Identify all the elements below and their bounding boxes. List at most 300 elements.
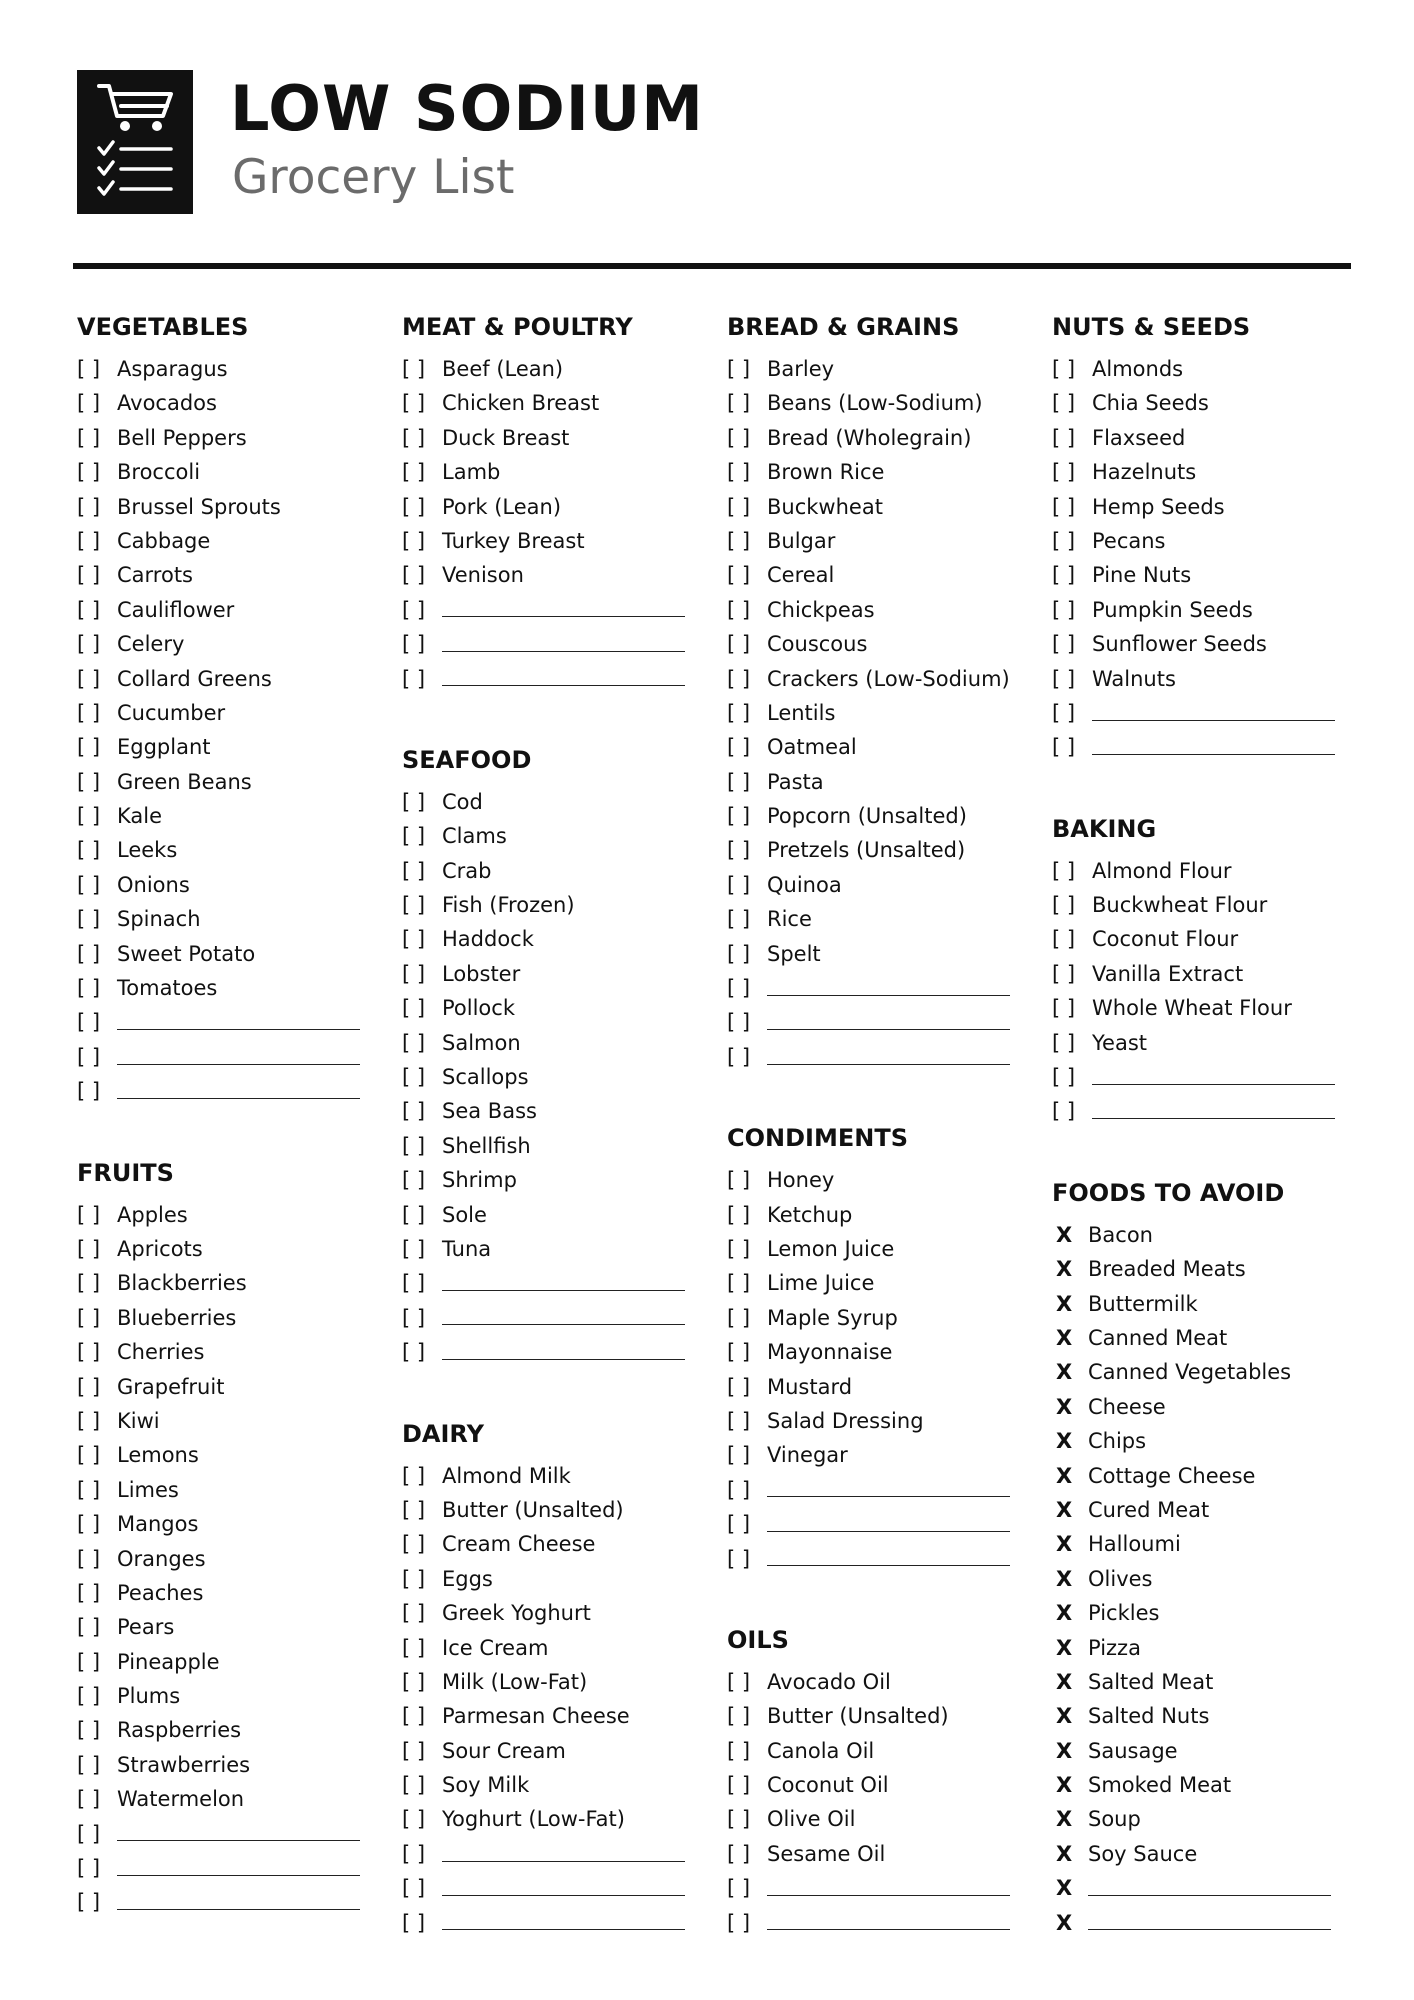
list-item-plums[interactable] [77, 1679, 387, 1713]
checkbox[interactable]: [ ] [77, 1649, 101, 1674]
list-item-pollock[interactable] [402, 991, 712, 1025]
blank-write-in-line[interactable] [767, 1064, 1010, 1065]
list-item-shrimp[interactable] [402, 1163, 712, 1197]
list-item-oranges[interactable] [77, 1542, 387, 1576]
checkbox[interactable]: [ ] [727, 907, 751, 932]
blank-list-item[interactable] [402, 1335, 712, 1369]
list-item-blueberries[interactable] [77, 1301, 387, 1335]
list-item-fish-frozen[interactable] [402, 888, 712, 922]
checkbox[interactable]: [ ] [1052, 1099, 1076, 1124]
list-item-honey[interactable] [727, 1163, 1037, 1197]
list-item-venison[interactable] [402, 558, 712, 592]
checkbox[interactable]: [ ] [402, 1497, 426, 1522]
list-item-blackberries[interactable] [77, 1266, 387, 1300]
list-item-eggs[interactable] [402, 1562, 712, 1596]
checkbox[interactable]: [ ] [77, 1271, 101, 1296]
checkbox[interactable]: [ ] [727, 528, 751, 553]
checkbox[interactable]: [ ] [727, 872, 751, 897]
checkbox[interactable]: [ ] [77, 666, 101, 691]
checkbox[interactable]: [ ] [727, 1408, 751, 1433]
list-item-cured-meat[interactable] [1052, 1493, 1362, 1527]
checkbox[interactable]: [ ] [727, 1773, 751, 1798]
checkbox[interactable]: [ ] [727, 1340, 751, 1365]
checkbox[interactable]: [ ] [727, 1202, 751, 1227]
blank-write-in-line[interactable] [767, 1895, 1010, 1896]
list-item-strawberries[interactable] [77, 1748, 387, 1782]
list-item-lentils[interactable] [727, 696, 1037, 730]
checkbox[interactable]: [ ] [402, 1305, 426, 1330]
checkbox[interactable]: [ ] [727, 1374, 751, 1399]
list-item-buckwheat[interactable] [727, 490, 1037, 524]
checkbox[interactable]: [ ] [402, 1271, 426, 1296]
list-item-canola-oil[interactable] [727, 1734, 1037, 1768]
list-item-spinach[interactable] [77, 902, 387, 936]
blank-list-item[interactable] [727, 971, 1037, 1005]
blank-write-in-line[interactable] [442, 1929, 685, 1930]
checkbox[interactable]: [ ] [77, 1821, 101, 1846]
checkbox[interactable]: [ ] [402, 927, 426, 952]
list-item-couscous[interactable] [727, 627, 1037, 661]
checkbox[interactable]: [ ] [1052, 1065, 1076, 1090]
checkbox[interactable]: [ ] [77, 1856, 101, 1881]
list-item-lamb[interactable] [402, 455, 712, 489]
list-item-pine-nuts[interactable] [1052, 558, 1362, 592]
checkbox[interactable]: [ ] [727, 1704, 751, 1729]
list-item-kiwi[interactable] [77, 1404, 387, 1438]
checkbox[interactable]: [ ] [77, 907, 101, 932]
list-item-brussel-sprouts[interactable] [77, 490, 387, 524]
blank-list-item[interactable] [1052, 1871, 1362, 1905]
checkbox[interactable]: [ ] [402, 460, 426, 485]
checkbox[interactable]: [ ] [727, 666, 751, 691]
checkbox[interactable]: [ ] [402, 1669, 426, 1694]
blank-list-item[interactable] [77, 1074, 387, 1108]
list-item-cheese[interactable] [1052, 1390, 1362, 1424]
checkbox[interactable]: [ ] [402, 789, 426, 814]
blank-list-item[interactable] [1052, 1906, 1362, 1940]
checkbox[interactable]: [ ] [727, 700, 751, 725]
checkbox[interactable]: [ ] [402, 1202, 426, 1227]
blank-list-item[interactable] [402, 1906, 712, 1940]
checkbox[interactable]: [ ] [77, 1580, 101, 1605]
checkbox[interactable]: [ ] [402, 961, 426, 986]
list-item-raspberries[interactable] [77, 1713, 387, 1747]
checkbox[interactable]: [ ] [77, 1079, 101, 1104]
blank-write-in-line[interactable] [1088, 1895, 1331, 1896]
checkbox[interactable]: [ ] [402, 528, 426, 553]
checkbox[interactable]: [ ] [77, 1374, 101, 1399]
checkbox[interactable]: [ ] [727, 1443, 751, 1468]
blank-write-in-line[interactable] [442, 685, 685, 686]
blank-write-in-line[interactable] [767, 1565, 1010, 1566]
checkbox[interactable]: [ ] [402, 1738, 426, 1763]
list-item-lime-juice[interactable] [727, 1266, 1037, 1300]
checkbox[interactable]: [ ] [727, 1236, 751, 1261]
checkbox[interactable]: [ ] [727, 769, 751, 794]
checkbox[interactable]: [ ] [77, 976, 101, 1001]
blank-list-item[interactable] [1052, 1060, 1362, 1094]
checkbox[interactable]: [ ] [402, 1704, 426, 1729]
checkbox[interactable]: [ ] [727, 494, 751, 519]
checkbox[interactable]: [ ] [77, 528, 101, 553]
list-item-kale[interactable] [77, 799, 387, 833]
list-item-vinegar[interactable] [727, 1438, 1037, 1472]
list-item-leeks[interactable] [77, 833, 387, 867]
list-item-olive-oil[interactable] [727, 1802, 1037, 1836]
checkbox[interactable]: [ ] [727, 1910, 751, 1935]
list-item-tomatoes[interactable] [77, 971, 387, 1005]
checkbox[interactable]: [ ] [77, 1718, 101, 1743]
list-item-haddock[interactable] [402, 922, 712, 956]
list-item-pasta[interactable] [727, 765, 1037, 799]
blank-write-in-line[interactable] [117, 1098, 360, 1099]
list-item-mustard[interactable] [727, 1370, 1037, 1404]
checkbox[interactable]: [ ] [77, 804, 101, 829]
checkbox[interactable]: [ ] [1052, 666, 1076, 691]
list-item-lemon-juice[interactable] [727, 1232, 1037, 1266]
checkbox[interactable]: [ ] [77, 632, 101, 657]
checkbox[interactable]: [ ] [727, 563, 751, 588]
list-item-coconut-oil[interactable] [727, 1768, 1037, 1802]
checkbox[interactable]: [ ] [77, 735, 101, 760]
list-item-halloumi[interactable] [1052, 1527, 1362, 1561]
blank-list-item[interactable] [402, 1837, 712, 1871]
list-item-apples[interactable] [77, 1198, 387, 1232]
list-item-limes[interactable] [77, 1473, 387, 1507]
checkbox[interactable]: [ ] [727, 1512, 751, 1537]
checkbox[interactable]: [ ] [77, 1408, 101, 1433]
list-item-vanilla-extract[interactable] [1052, 957, 1362, 991]
checkbox[interactable]: [ ] [402, 824, 426, 849]
blank-list-item[interactable] [77, 1040, 387, 1074]
list-item-grapefruit[interactable] [77, 1370, 387, 1404]
list-item-sole[interactable] [402, 1198, 712, 1232]
blank-list-item[interactable] [727, 1005, 1037, 1039]
list-item-cream-cheese[interactable] [402, 1527, 712, 1561]
list-item-salted-nuts[interactable] [1052, 1699, 1362, 1733]
list-item-crackers-low-sodium[interactable] [727, 662, 1037, 696]
checkbox[interactable]: [ ] [402, 632, 426, 657]
list-item-rice[interactable] [727, 902, 1037, 936]
blank-list-item[interactable] [77, 1885, 387, 1919]
list-item-asparagus[interactable] [77, 352, 387, 386]
checkbox[interactable]: [ ] [727, 425, 751, 450]
list-item-yoghurt-low-fat[interactable] [402, 1802, 712, 1836]
list-item-broccoli[interactable] [77, 455, 387, 489]
checkbox[interactable]: [ ] [77, 1340, 101, 1365]
list-item-carrots[interactable] [77, 558, 387, 592]
blank-write-in-line[interactable] [442, 1359, 685, 1360]
checkbox[interactable]: [ ] [402, 996, 426, 1021]
list-item-green-beans[interactable] [77, 765, 387, 799]
list-item-soup[interactable] [1052, 1802, 1362, 1836]
list-item-almond-milk[interactable] [402, 1459, 712, 1493]
blank-list-item[interactable] [727, 1473, 1037, 1507]
blank-list-item[interactable] [77, 1005, 387, 1039]
checkbox[interactable]: [ ] [727, 838, 751, 863]
blank-list-item[interactable] [727, 1906, 1037, 1940]
checkbox[interactable]: [ ] [77, 1443, 101, 1468]
checkbox[interactable]: [ ] [1052, 893, 1076, 918]
checkbox[interactable]: [ ] [1052, 700, 1076, 725]
list-item-almond-flour[interactable] [1052, 854, 1362, 888]
checkbox[interactable]: [ ] [77, 425, 101, 450]
blank-list-item[interactable] [1052, 696, 1362, 730]
blank-write-in-line[interactable] [1092, 754, 1335, 755]
checkbox[interactable]: [ ] [402, 1601, 426, 1626]
list-item-pretzels-unsalted[interactable] [727, 833, 1037, 867]
list-item-collard-greens[interactable] [77, 662, 387, 696]
blank-list-item[interactable] [402, 662, 712, 696]
checkbox[interactable]: [ ] [402, 1065, 426, 1090]
list-item-avocados[interactable] [77, 386, 387, 420]
list-item-duck-breast[interactable] [402, 421, 712, 455]
list-item-clams[interactable] [402, 819, 712, 853]
checkbox[interactable]: [ ] [402, 1133, 426, 1158]
checkbox[interactable]: [ ] [77, 1787, 101, 1812]
checkbox[interactable]: [ ] [727, 1738, 751, 1763]
list-item-chips[interactable] [1052, 1424, 1362, 1458]
checkbox[interactable]: [ ] [77, 357, 101, 381]
checkbox[interactable]: [ ] [1052, 425, 1076, 450]
blank-write-in-line[interactable] [1092, 720, 1335, 721]
list-item-almonds[interactable] [1052, 352, 1362, 386]
blank-write-in-line[interactable] [117, 1029, 360, 1030]
checkbox[interactable]: [ ] [727, 804, 751, 829]
checkbox[interactable]: [ ] [1052, 528, 1076, 553]
checkbox[interactable]: [ ] [402, 563, 426, 588]
blank-write-in-line[interactable] [1092, 1084, 1335, 1085]
checkbox[interactable]: [ ] [727, 1010, 751, 1035]
list-item-canned-vegetables[interactable] [1052, 1355, 1362, 1389]
checkbox[interactable]: [ ] [77, 597, 101, 622]
list-item-oatmeal[interactable] [727, 730, 1037, 764]
list-item-greek-yoghurt[interactable] [402, 1596, 712, 1630]
list-item-cabbage[interactable] [77, 524, 387, 558]
checkbox[interactable]: [ ] [402, 1168, 426, 1193]
list-item-butter-unsalted[interactable] [402, 1493, 712, 1527]
list-item-milk-low-fat[interactable] [402, 1665, 712, 1699]
blank-list-item[interactable] [727, 1040, 1037, 1074]
checkbox[interactable]: [ ] [402, 1773, 426, 1798]
checkbox[interactable]: [ ] [402, 1532, 426, 1557]
list-item-flaxseed[interactable] [1052, 421, 1362, 455]
list-item-barley[interactable] [727, 352, 1037, 386]
checkbox[interactable]: [ ] [77, 1477, 101, 1502]
list-item-buttermilk[interactable] [1052, 1287, 1362, 1321]
blank-list-item[interactable] [727, 1507, 1037, 1541]
checkbox[interactable]: [ ] [402, 1099, 426, 1124]
list-item-crab[interactable] [402, 854, 712, 888]
checkbox[interactable]: [ ] [1052, 357, 1076, 381]
list-item-lemons[interactable] [77, 1438, 387, 1472]
list-item-quinoa[interactable] [727, 868, 1037, 902]
blank-list-item[interactable] [1052, 730, 1362, 764]
blank-write-in-line[interactable] [117, 1909, 360, 1910]
list-item-chicken-breast[interactable] [402, 386, 712, 420]
checkbox[interactable]: [ ] [727, 1168, 751, 1193]
blank-write-in-line[interactable] [767, 1531, 1010, 1532]
checkbox[interactable]: [ ] [77, 1305, 101, 1330]
list-item-sea-bass[interactable] [402, 1094, 712, 1128]
blank-write-in-line[interactable] [442, 1861, 685, 1862]
list-item-pizza[interactable] [1052, 1631, 1362, 1665]
list-item-soy-sauce[interactable] [1052, 1837, 1362, 1871]
list-item-cherries[interactable] [77, 1335, 387, 1369]
checkbox[interactable]: [ ] [402, 1463, 426, 1488]
checkbox[interactable]: [ ] [1052, 632, 1076, 657]
list-item-brown-rice[interactable] [727, 455, 1037, 489]
checkbox[interactable]: [ ] [402, 893, 426, 918]
checkbox[interactable]: [ ] [1052, 494, 1076, 519]
list-item-pecans[interactable] [1052, 524, 1362, 558]
list-item-cauliflower[interactable] [77, 593, 387, 627]
list-item-bell-peppers[interactable] [77, 421, 387, 455]
blank-list-item[interactable] [1052, 1094, 1362, 1128]
checkbox[interactable]: [ ] [727, 391, 751, 416]
blank-write-in-line[interactable] [767, 1029, 1010, 1030]
checkbox[interactable]: [ ] [77, 1236, 101, 1261]
checkbox[interactable]: [ ] [77, 1546, 101, 1571]
checkbox[interactable]: [ ] [402, 1635, 426, 1660]
list-item-hazelnuts[interactable] [1052, 455, 1362, 489]
checkbox[interactable]: [ ] [402, 1236, 426, 1261]
checkbox[interactable]: [ ] [77, 1684, 101, 1709]
blank-write-in-line[interactable] [442, 651, 685, 652]
list-item-sausage[interactable] [1052, 1734, 1362, 1768]
checkbox[interactable]: [ ] [402, 858, 426, 883]
list-item-salted-meat[interactable] [1052, 1665, 1362, 1699]
list-item-scallops[interactable] [402, 1060, 712, 1094]
blank-write-in-line[interactable] [442, 1290, 685, 1291]
checkbox[interactable]: [ ] [77, 700, 101, 725]
checkbox[interactable]: [ ] [727, 1841, 751, 1866]
blank-list-item[interactable] [402, 1266, 712, 1300]
checkbox[interactable]: [ ] [1052, 460, 1076, 485]
checkbox[interactable]: [ ] [1052, 927, 1076, 952]
blank-list-item[interactable] [77, 1851, 387, 1885]
checkbox[interactable]: [ ] [77, 1202, 101, 1227]
checkbox[interactable]: [ ] [727, 1546, 751, 1571]
list-item-cod[interactable] [402, 785, 712, 819]
blank-list-item[interactable] [727, 1871, 1037, 1905]
checkbox[interactable]: [ ] [402, 1876, 426, 1901]
list-item-chia-seeds[interactable] [1052, 386, 1362, 420]
list-item-eggplant[interactable] [77, 730, 387, 764]
list-item-pickles[interactable] [1052, 1596, 1362, 1630]
checkbox[interactable]: [ ] [402, 597, 426, 622]
list-item-sweet-potato[interactable] [77, 937, 387, 971]
checkbox[interactable]: [ ] [77, 1512, 101, 1537]
list-item-mayonnaise[interactable] [727, 1335, 1037, 1369]
checkbox[interactable]: [ ] [402, 1030, 426, 1055]
list-item-tuna[interactable] [402, 1232, 712, 1266]
list-item-watermelon[interactable] [77, 1782, 387, 1816]
list-item-sour-cream[interactable] [402, 1734, 712, 1768]
checkbox[interactable]: [ ] [727, 460, 751, 485]
list-item-smoked-meat[interactable] [1052, 1768, 1362, 1802]
list-item-soy-milk[interactable] [402, 1768, 712, 1802]
checkbox[interactable]: [ ] [402, 1807, 426, 1832]
list-item-sesame-oil[interactable] [727, 1837, 1037, 1871]
checkbox[interactable]: [ ] [402, 1841, 426, 1866]
checkbox[interactable]: [ ] [727, 1305, 751, 1330]
checkbox[interactable]: [ ] [1052, 996, 1076, 1021]
checkbox[interactable]: [ ] [402, 494, 426, 519]
checkbox[interactable]: [ ] [77, 494, 101, 519]
checkbox[interactable]: [ ] [727, 976, 751, 1001]
list-item-onions[interactable] [77, 868, 387, 902]
checkbox[interactable]: [ ] [77, 1890, 101, 1915]
list-item-maple-syrup[interactable] [727, 1301, 1037, 1335]
checkbox[interactable]: [ ] [402, 425, 426, 450]
blank-write-in-line[interactable] [442, 1324, 685, 1325]
list-item-salad-dressing[interactable] [727, 1404, 1037, 1438]
list-item-bacon[interactable] [1052, 1218, 1362, 1252]
checkbox[interactable]: [ ] [727, 597, 751, 622]
checkbox[interactable]: [ ] [1052, 391, 1076, 416]
blank-list-item[interactable] [402, 593, 712, 627]
checkbox[interactable]: [ ] [1052, 961, 1076, 986]
checkbox[interactable]: [ ] [77, 769, 101, 794]
blank-write-in-line[interactable] [117, 1064, 360, 1065]
checkbox[interactable]: [ ] [727, 1669, 751, 1694]
list-item-shellfish[interactable] [402, 1129, 712, 1163]
blank-list-item[interactable] [402, 1871, 712, 1905]
checkbox[interactable]: [ ] [77, 1010, 101, 1035]
list-item-pears[interactable] [77, 1610, 387, 1644]
blank-write-in-line[interactable] [1088, 1929, 1331, 1930]
checkbox[interactable]: [ ] [727, 1477, 751, 1502]
checkbox[interactable]: [ ] [402, 1340, 426, 1365]
blank-list-item[interactable] [402, 1301, 712, 1335]
list-item-cottage-cheese[interactable] [1052, 1459, 1362, 1493]
list-item-beef-lean[interactable] [402, 352, 712, 386]
checkbox[interactable]: [ ] [77, 838, 101, 863]
list-item-breaded-meats[interactable] [1052, 1252, 1362, 1286]
list-item-pineapple[interactable] [77, 1645, 387, 1679]
list-item-mangos[interactable] [77, 1507, 387, 1541]
checkbox[interactable]: [ ] [77, 460, 101, 485]
blank-write-in-line[interactable] [442, 616, 685, 617]
blank-write-in-line[interactable] [767, 995, 1010, 996]
list-item-chickpeas[interactable] [727, 593, 1037, 627]
list-item-pork-lean[interactable] [402, 490, 712, 524]
checkbox[interactable]: [ ] [1052, 858, 1076, 883]
list-item-cucumber[interactable] [77, 696, 387, 730]
checkbox[interactable]: [ ] [727, 357, 751, 381]
list-item-coconut-flour[interactable] [1052, 922, 1362, 956]
list-item-parmesan-cheese[interactable] [402, 1699, 712, 1733]
checkbox[interactable]: [ ] [727, 632, 751, 657]
list-item-sunflower-seeds[interactable] [1052, 627, 1362, 661]
list-item-pumpkin-seeds[interactable] [1052, 593, 1362, 627]
checkbox[interactable]: [ ] [77, 941, 101, 966]
blank-write-in-line[interactable] [117, 1875, 360, 1876]
blank-write-in-line[interactable] [1092, 1118, 1335, 1119]
list-item-yeast[interactable] [1052, 1026, 1362, 1060]
checkbox[interactable]: [ ] [402, 357, 426, 381]
blank-list-item[interactable] [402, 627, 712, 661]
list-item-olives[interactable] [1052, 1562, 1362, 1596]
checkbox[interactable]: [ ] [402, 666, 426, 691]
list-item-ketchup[interactable] [727, 1198, 1037, 1232]
blank-list-item[interactable] [727, 1542, 1037, 1576]
list-item-ice-cream[interactable] [402, 1631, 712, 1665]
list-item-bulgar[interactable] [727, 524, 1037, 558]
blank-write-in-line[interactable] [767, 1496, 1010, 1497]
list-item-salmon[interactable] [402, 1026, 712, 1060]
